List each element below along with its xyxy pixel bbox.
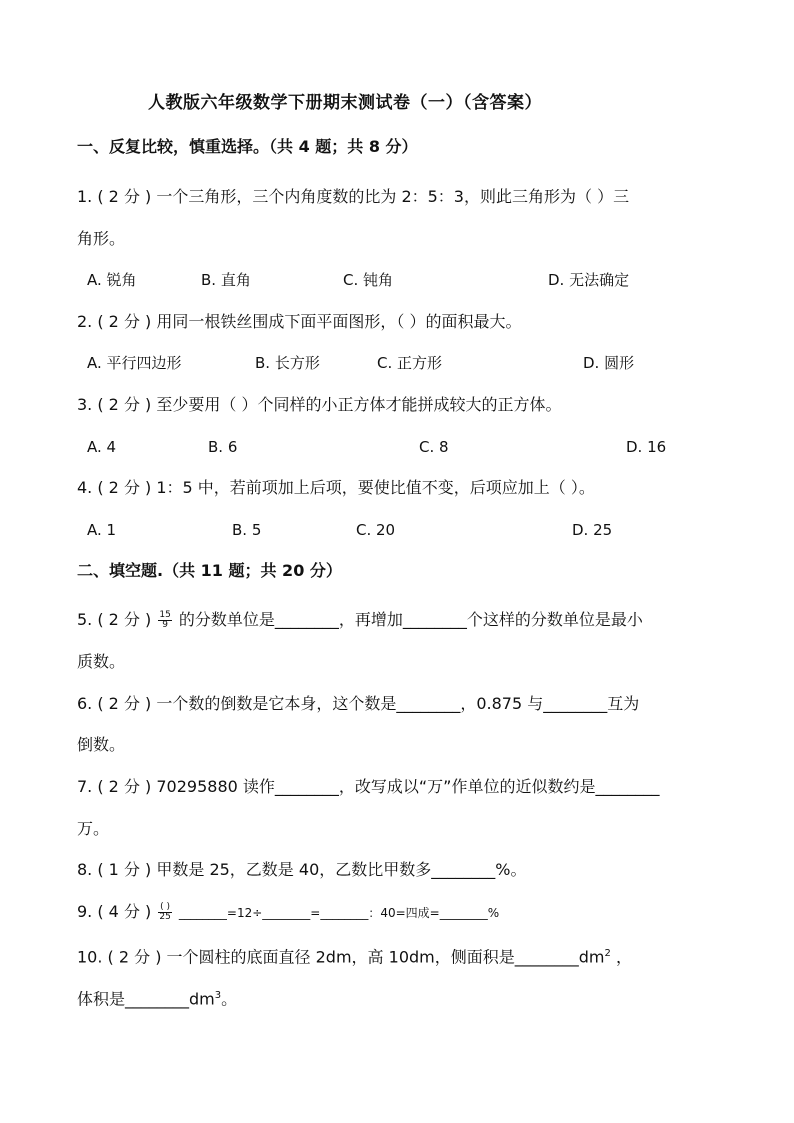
q5-fraction <box>158 611 171 630</box>
q1-line1: 1. ( 2 分 ) 一个三角形，三个内角度数的比为 2：5：3，则此三角形为（ ）三 <box>77 187 630 206</box>
q2-option-d[interactable]: D. 圆形 <box>583 354 635 372</box>
q7-line1: 7. ( 2 分 ) 70295880 读作________，改写成以“万”作单位的近似数约是________ <box>77 777 660 796</box>
q7-line2: 万。 <box>77 819 110 838</box>
q4-option-a[interactable]: A. 1 <box>87 521 117 539</box>
q1-option-b[interactable]: B. 直角 <box>201 271 251 289</box>
q10-line1-b: ， <box>610 947 632 967</box>
q9-fraction <box>158 903 171 922</box>
q10-line2-a: 体积是________dm <box>77 989 215 1009</box>
q5-fraction-numerator: 15 <box>159 610 171 620</box>
q10-sup-square: 2 <box>604 948 611 959</box>
q5-line2: 质数。 <box>77 652 126 671</box>
q9-fraction-denominator: 25 <box>159 912 171 922</box>
q9-fraction-numerator: ( ) <box>160 902 171 912</box>
q4-option-c[interactable]: C. 20 <box>356 521 396 539</box>
q1-option-a[interactable]: A. 锐角 <box>87 271 137 289</box>
q10-line2-b: 。 <box>221 989 238 1009</box>
q9-text: ________=12÷________=________：40=四成=________% <box>178 906 500 920</box>
q9-line1 <box>77 902 499 923</box>
section1-heading: 一、反复比较，慎重选择。（共 4 题；共 8 分） <box>77 137 418 156</box>
q1-line2: 角形。 <box>77 229 126 248</box>
section2-heading: 二、填空题.（共 11 题；共 20 分） <box>77 561 342 580</box>
q2-option-c[interactable]: C. 正方形 <box>377 354 443 372</box>
q1-option-d[interactable]: D. 无法确定 <box>548 271 630 289</box>
q10-line2 <box>77 986 237 1009</box>
q3-option-b[interactable]: B. 6 <box>208 438 238 456</box>
page-title: 人教版六年级数学下册期末测试卷（一）（含答案） <box>148 93 542 113</box>
q2-line1: 2. ( 2 分 ) 用同一根铁丝围成下面平面图形，（ ）的面积最大。 <box>77 312 522 331</box>
q3-option-c[interactable]: C. 8 <box>419 438 449 456</box>
q5-fraction-denominator: 9 <box>162 620 168 630</box>
q2-option-a[interactable]: A. 平行四边形 <box>87 354 182 372</box>
q8-line1: 8. ( 1 分 ) 甲数是 25，乙数是 40，乙数比甲数多________%。 <box>77 860 527 879</box>
q9-prefix: 9. ( 4 分 ) <box>77 902 152 921</box>
q3-line1: 3. ( 2 分 ) 至少要用（ ）个同样的小正方体才能拼成较大的正方体。 <box>77 395 562 414</box>
q5-text: 的分数单位是________，再增加________个这样的分数单位是最小 <box>178 610 643 629</box>
q2-option-b[interactable]: B. 长方形 <box>255 354 320 372</box>
q3-option-d[interactable]: D. 16 <box>626 438 667 456</box>
q10-line1-a: 10. ( 2 分 ) 一个圆柱的底面直径 2dm，高 10dm，侧面积是________dm <box>77 947 605 967</box>
q10-line1 <box>77 944 632 967</box>
q6-line1: 6. ( 2 分 ) 一个数的倒数是它本身，这个数是________，0.875 与________互为 <box>77 694 640 713</box>
q1-option-c[interactable]: C. 钝角 <box>343 271 394 289</box>
q3-option-a[interactable]: A. 4 <box>87 438 117 456</box>
q5-prefix: 5. ( 2 分 ) <box>77 610 152 629</box>
q4-option-b[interactable]: B. 5 <box>232 521 262 539</box>
q6-line2: 倒数。 <box>77 735 126 754</box>
q4-option-d[interactable]: D. 25 <box>572 521 613 539</box>
q5-line1 <box>77 610 643 630</box>
q4-line1: 4. ( 2 分 ) 1：5 中，若前项加上后项，要使比值不变，后项应加上（ ）。 <box>77 478 595 497</box>
q10-sup-cube: 3 <box>214 990 222 1001</box>
